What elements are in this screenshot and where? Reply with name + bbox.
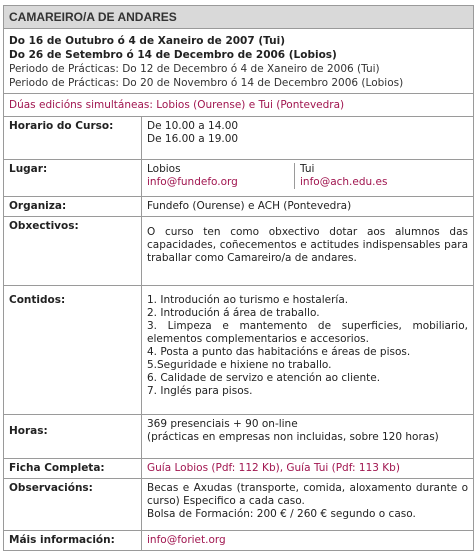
row-obxectivos bbox=[4, 217, 473, 286]
ficha-label: Ficha Completa: bbox=[4, 459, 142, 479]
lugar-value bbox=[142, 160, 474, 197]
contidos-list bbox=[142, 286, 474, 415]
contidos-label: Contidos: bbox=[4, 286, 142, 415]
horario-morning: De 10.00 a 14.00 bbox=[147, 120, 239, 132]
practice-lobios: Periodo de Prácticas: Do 20 de Novembro ó 14 de Decembro 2006 (Lobios) bbox=[9, 77, 404, 89]
obxectivos-value: O curso ten como obxectivo dotar aos alumnos das capacidades, coñecementos e actitudes indispensables para traballar como Camareiro/a de andares. bbox=[142, 217, 474, 286]
observacions-label: Observacións: bbox=[4, 479, 142, 531]
course-info-table bbox=[4, 117, 473, 550]
observacions-bolsa: Bolsa de Formación: 200 € / 260 € segundo o caso. bbox=[147, 508, 416, 520]
lugar-tui bbox=[295, 163, 469, 189]
contidos-item: 3. Limpeza e mantemento de superficies, mobiliario, elementos complementarios e accesorios. bbox=[147, 320, 468, 345]
organiza-value: Fundefo (Ourense) e ACH (Pontevedra) bbox=[142, 197, 474, 217]
dates-tui: Do 16 de Outubro ó 4 de Xaneiro de 2007 (Tui) bbox=[9, 35, 286, 47]
lugar-grid bbox=[147, 163, 468, 189]
guia-lobios-link[interactable]: Guía Lobios (Pdf: 112 Kb) bbox=[147, 462, 280, 474]
email-tui-link[interactable]: info@ach.edu.es bbox=[300, 176, 388, 188]
row-lugar bbox=[4, 160, 473, 197]
contidos-item: 6. Calidade de servizo e atención ao cliente. bbox=[147, 372, 381, 384]
obxectivos-label: Obxectivos: bbox=[4, 217, 142, 286]
guia-separator: , bbox=[279, 462, 284, 474]
editions-note: Dúas edicións simultáneas: Lobios (Ourense) e Tui (Pontevedra) bbox=[4, 94, 473, 117]
lugar-lobios bbox=[147, 163, 295, 189]
row-horario bbox=[4, 117, 473, 160]
dates-lobios: Do 26 de Setembro ó 14 de Decembro de 2006 (Lobios) bbox=[9, 49, 337, 61]
mais-value bbox=[142, 531, 474, 551]
row-organiza bbox=[4, 197, 473, 217]
horas-value bbox=[142, 415, 474, 459]
contidos-item: 7. Inglés para pisos. bbox=[147, 385, 253, 397]
row-ficha bbox=[4, 459, 473, 479]
horas-total: 369 presenciais + 90 on-line bbox=[147, 418, 298, 430]
course-title: CAMAREIRO/A DE ANDARES bbox=[4, 6, 473, 29]
guia-tui-link[interactable]: Guía Tui (Pdf: 113 Kb) bbox=[286, 462, 400, 474]
horas-note: (prácticas en empresas non incluidas, sobre 120 horas) bbox=[147, 431, 439, 443]
ficha-value bbox=[142, 459, 474, 479]
lugar-place-tui: Tui bbox=[300, 163, 315, 175]
practice-tui: Periodo de Prácticas: Do 12 de Decembro ó 4 de Xaneiro de 2006 (Tui) bbox=[9, 63, 380, 75]
contidos-item: 4. Posta a punto das habitacións e áreas de pisos. bbox=[147, 346, 411, 358]
mais-label: Máis información: bbox=[4, 531, 142, 551]
contidos-item: 2. Introdución á área de traballo. bbox=[147, 307, 320, 319]
mais-email-link[interactable]: info@foriet.org bbox=[147, 534, 226, 546]
horario-label: Horario do Curso: bbox=[4, 117, 142, 160]
course-dates bbox=[4, 29, 473, 94]
row-horas bbox=[4, 415, 473, 459]
course-sheet bbox=[3, 5, 474, 551]
row-mais bbox=[4, 531, 473, 551]
contidos-item: 1. Introdución ao turismo e hostalería. bbox=[147, 294, 349, 306]
observacions-value bbox=[142, 479, 474, 531]
horas-label: Horas: bbox=[4, 415, 142, 459]
observacions-becas: Becas e Axudas (transporte, comida, aloxamento durante o curso) Especifico a cada caso. bbox=[147, 482, 468, 507]
contidos-item: 5.Seguridade e hixiene no traballo. bbox=[147, 359, 332, 371]
organiza-label: Organiza: bbox=[4, 197, 142, 217]
row-observacions bbox=[4, 479, 473, 531]
horario-afternoon: De 16.00 a 19.00 bbox=[147, 133, 239, 145]
email-lobios-link[interactable]: info@fundefo.org bbox=[147, 176, 238, 188]
horario-value bbox=[142, 117, 474, 160]
lugar-place-lobios: Lobios bbox=[147, 163, 181, 175]
row-contidos bbox=[4, 286, 473, 415]
lugar-label: Lugar: bbox=[4, 160, 142, 197]
